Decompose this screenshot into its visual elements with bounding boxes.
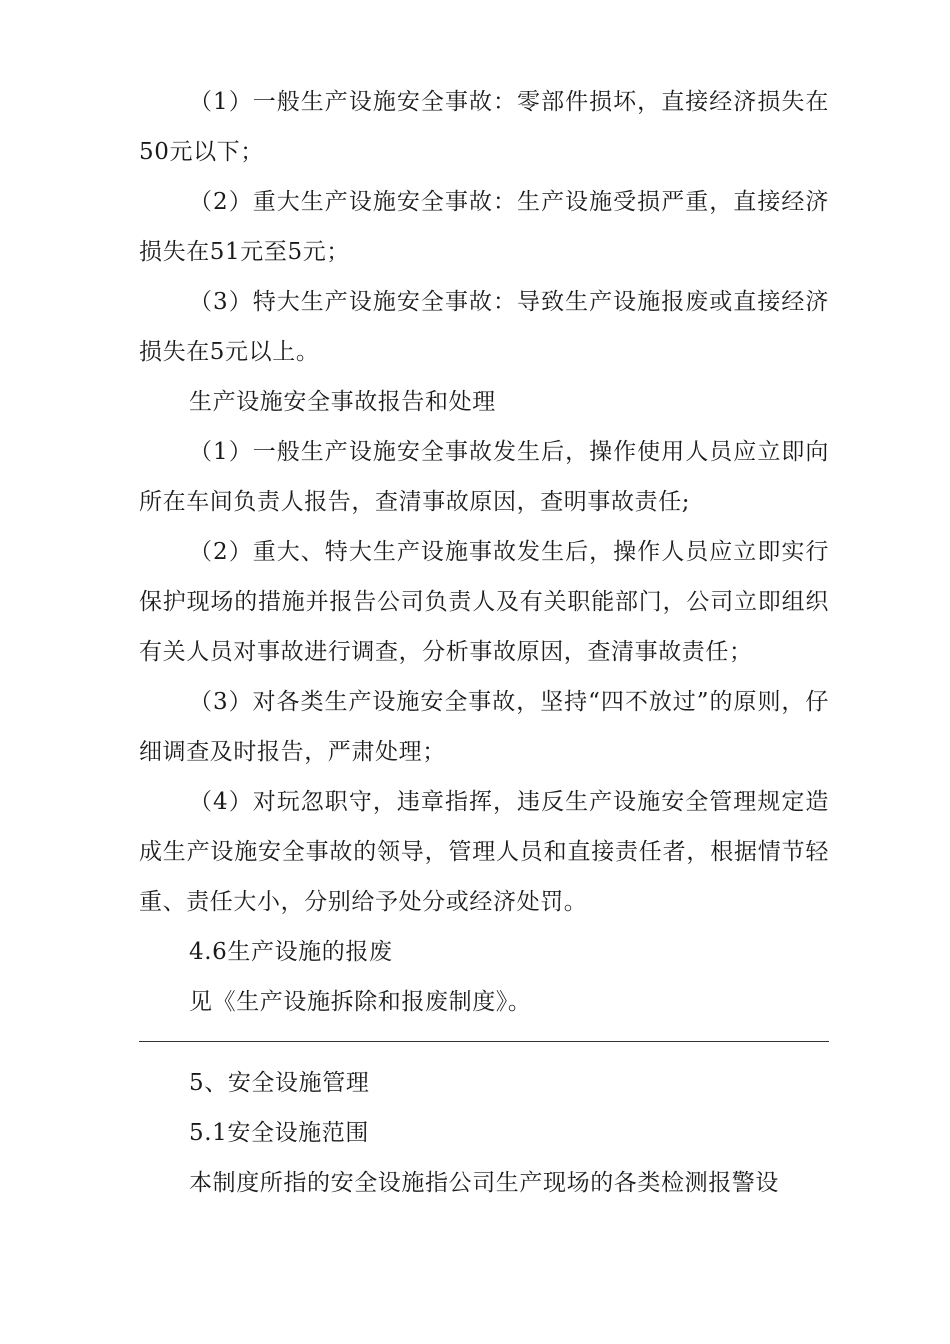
- heading-section-4-6: 4.6生产设施的报废: [189, 939, 393, 965]
- paragraph-see-reference: 见《生产设施拆除和报废制度》。: [189, 989, 532, 1015]
- paragraph-general-accident: （1）一般生产设施安全事故：零部件损坏，直接经济损失在50元以下；: [139, 89, 829, 165]
- paragraph-major-accident: （2）重大生产设施安全事故：生产设施受损严重，直接经济损失在51元至5元；: [139, 189, 829, 265]
- paragraph-penalty: （4）对玩忽职守，违章指挥，违反生产设施安全管理规定造成生产设施安全事故的领导，管理人员和直接责任者，根据情节轻重、责任大小，分别给予处分或经济处罚。: [139, 789, 829, 915]
- paragraph-severe-accident: （3）特大生产设施安全事故：导致生产设施报废或直接经济损失在5元以上。: [139, 289, 829, 365]
- heading-accident-report: 生产设施安全事故报告和处理: [189, 389, 496, 415]
- heading-section-5: 5、安全设施管理: [189, 1070, 370, 1096]
- paragraph-report-general: （1）一般生产设施安全事故发生后，操作使用人员应立即向所在车间负责人报告，查清事故原因，查明事故责任;: [139, 439, 829, 515]
- paragraph-four-not-pass: （3）对各类生产设施安全事故，坚持“四不放过”的原则，仔细调查及时报告，严肃处理；: [139, 689, 829, 765]
- paragraph-report-major: （2）重大、特大生产设施事故发生后，操作人员应立即实行保护现场的措施并报告公司负责人及有关职能部门，公司立即组织有关人员对事故进行调查，分析事故原因，查清事故责任；: [139, 539, 829, 665]
- document-page: [139, 77, 829, 1208]
- heading-section-5-1: 5.1安全设施范围: [189, 1120, 369, 1146]
- paragraph-safety-facility-scope: 本制度所指的安全设施指公司生产现场的各类检测报警设: [189, 1170, 779, 1196]
- page-divider: [139, 1041, 829, 1042]
